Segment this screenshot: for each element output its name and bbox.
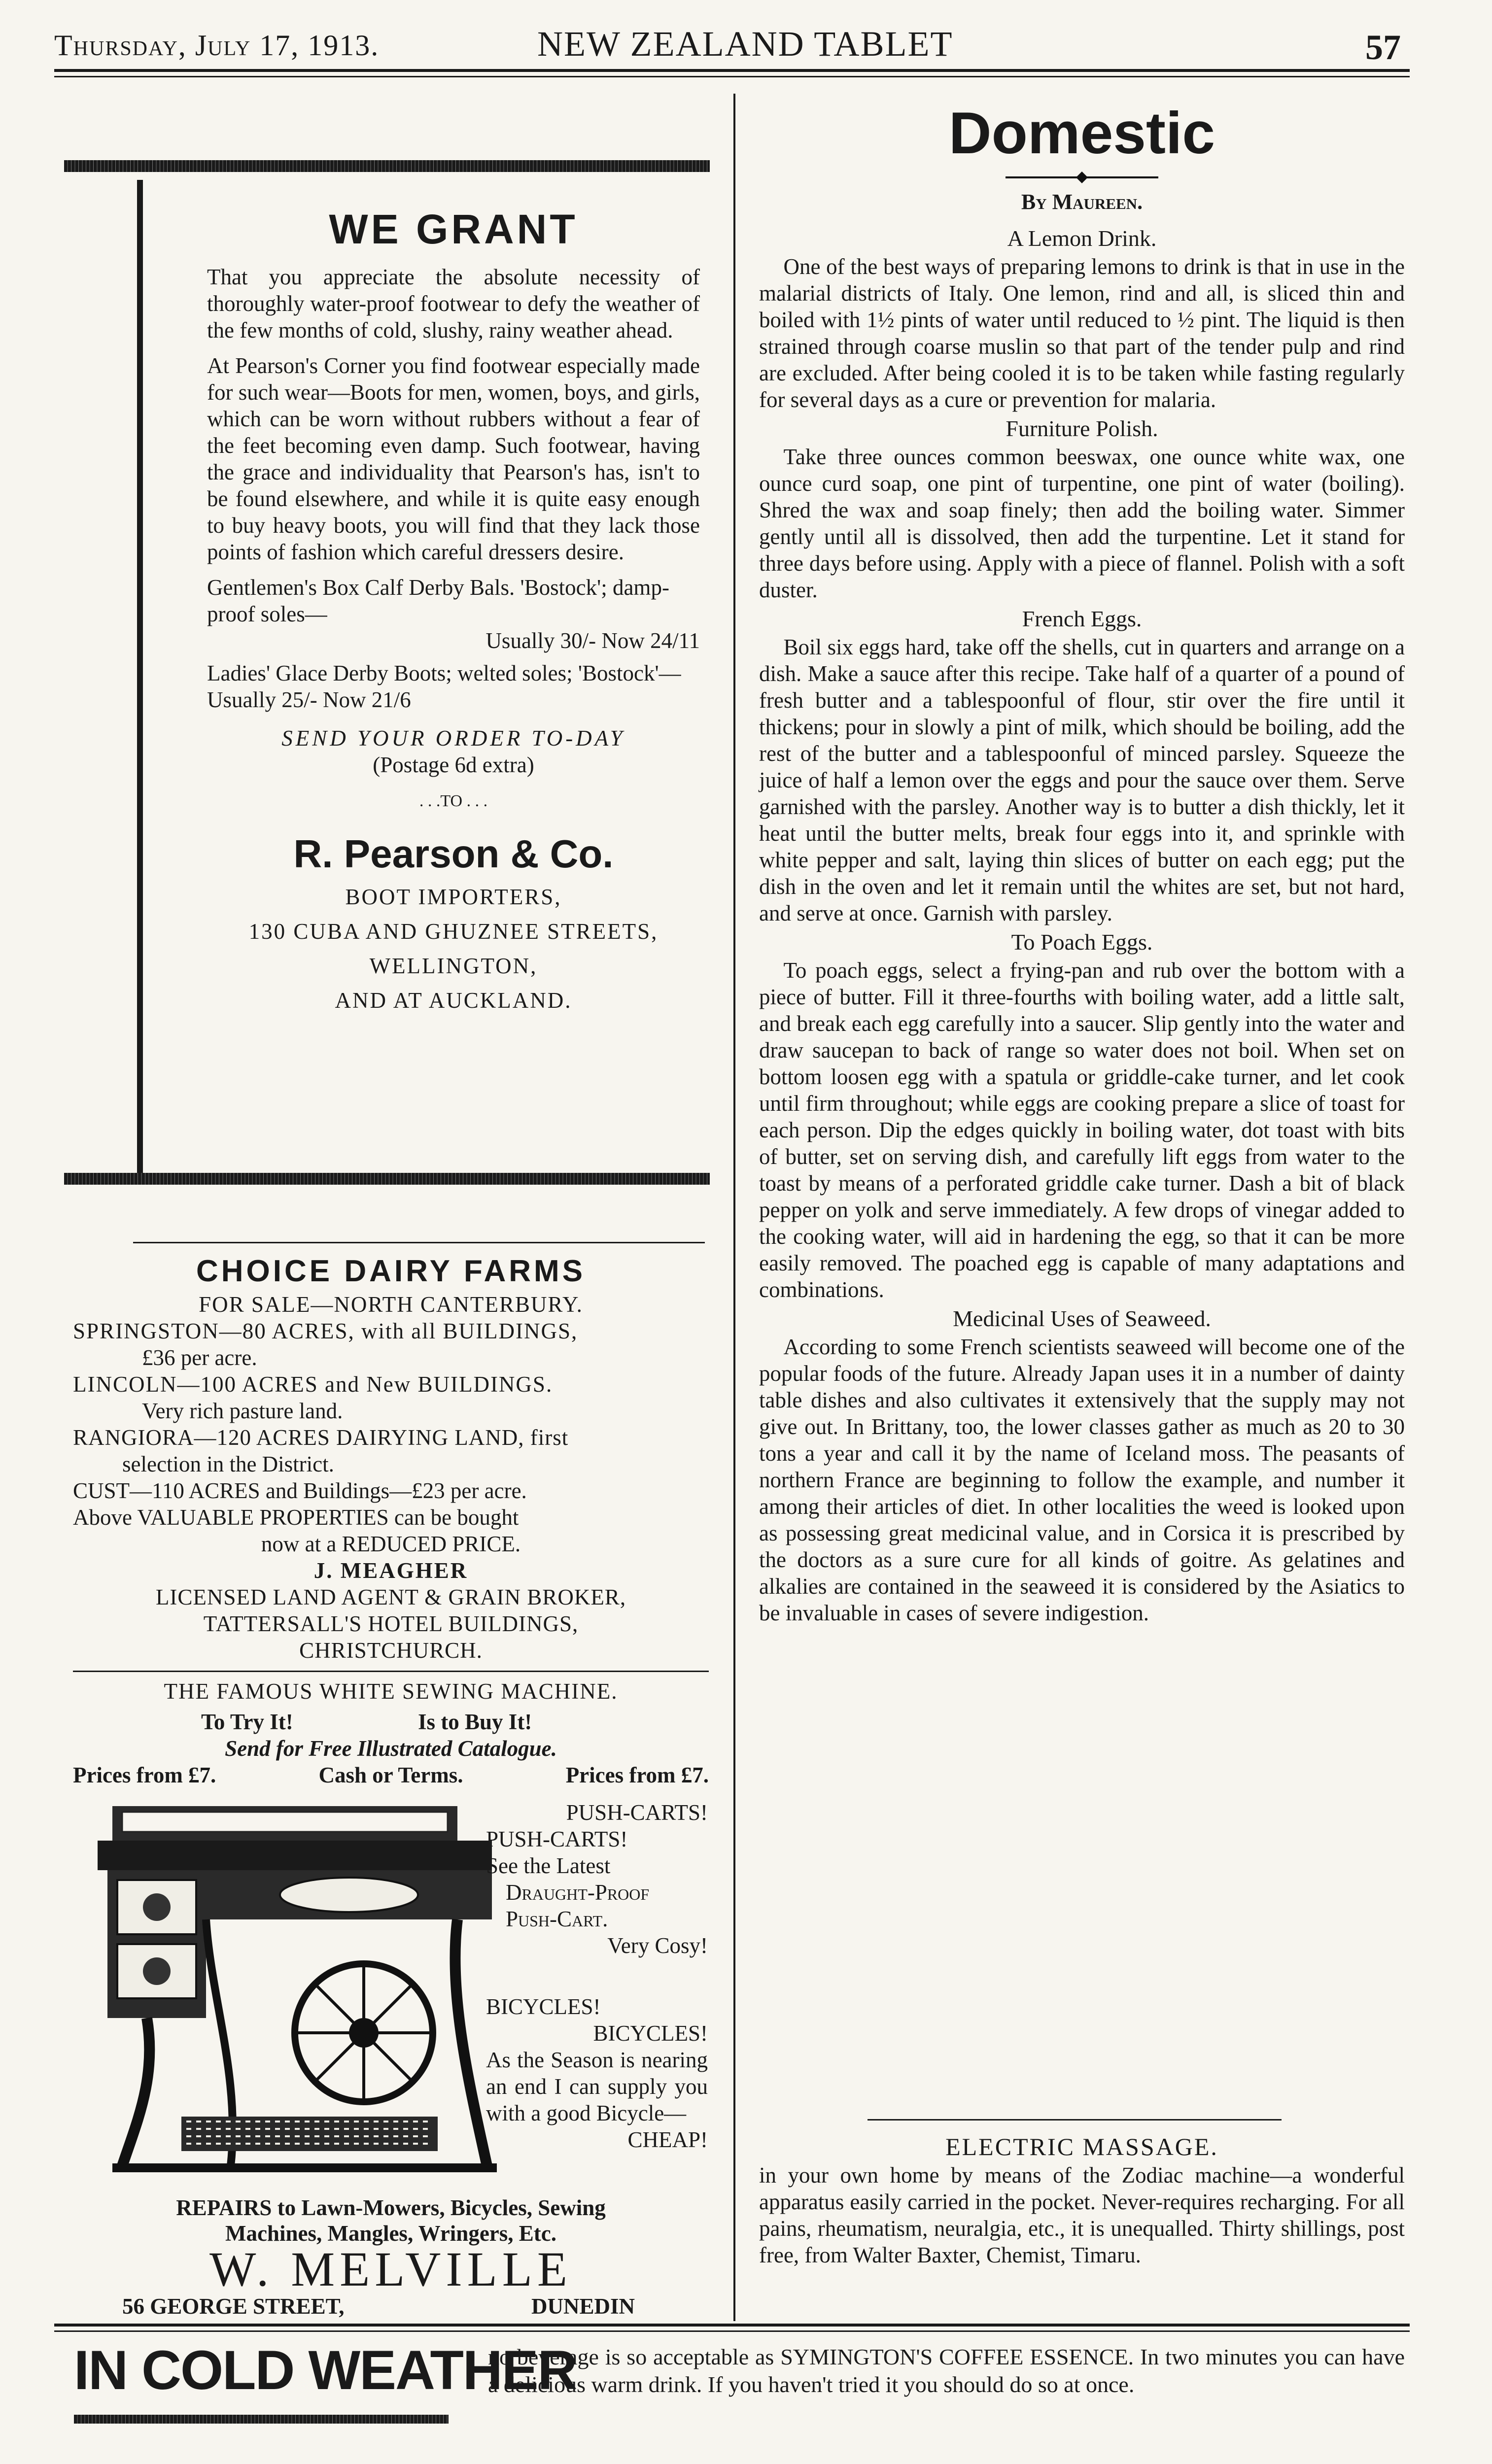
- dairy-title: CHOICE DAIRY FARMS: [196, 1254, 586, 1288]
- try-it: To Try It!: [201, 1710, 293, 1734]
- byline: By Maureen.: [1021, 190, 1143, 214]
- bicycles-heading: BICYCLES!: [593, 2021, 708, 2046]
- ad-title: WE GRANT: [329, 206, 578, 252]
- push-carts-heading: PUSH-CARTS!: [486, 1827, 628, 1851]
- bicycles-cheap: CHEAP!: [627, 2127, 708, 2152]
- recipe-text: Take three ounces common beeswax, one ounce white wax, one ounce curd soap, one pint of turpentine, one pint of water (boiling). Shred the wax and soap finely; then add the boiling water. Simmer gently until all is dissolved, then add the turpentine. Let it stand for three days before using. Apply with a piece of flannel. Polish with a soft duster.: [759, 445, 1405, 602]
- recipe-title: Furniture Polish.: [1006, 416, 1158, 441]
- sewing-machine-illustration: [83, 1801, 526, 2176]
- article-text: According to some French scientists seaweed will become one of the popular foods of the future. Already Japan uses it in a number of dainty table dishes and also cultivates it extensively that the supply may not give out. In Brittany, too, the lower classes gather as much as 20 to 30 tons a year and call it by the name of Iceland moss. The peasants of northern France are beginning to follow the example, and number it among their articles of diet. In other localities the weed is looked upon as possessing great medicinal value, and in Corsica it is prescribed by the doctors as a sure cure for all kinds of goitre. As gelatines and alkalies are contained in the seaweed it is considered by the Asiatics to be invaluable in cases of severe indigestion.: [759, 1335, 1405, 1625]
- merchant-name: W. MELVILLE: [209, 2242, 572, 2296]
- ladies-boots-line: Ladies' Glace Derby Boots; welted soles; 'Bostock'—Usually 25/- Now 21/6: [207, 661, 681, 712]
- ad-bottom-bar: [64, 1173, 710, 1185]
- push-carts-text: See the Latest: [486, 1853, 611, 1878]
- ad-paragraph: At Pearson's Corner you find footwear especially made for such wear—Boots for men, women, boys, and girls, which can be worn without rubbers without a fear of the feet becoming even damp. Such footwear, having the grace and individuality that Pearson's has, isn't to be found elsewhere, and while it is quite easy enough to buy heavy boots, you will find that they lack those points of fashion which careful dressers desire.: [207, 353, 700, 564]
- dairy-agent: J. MEAGHER: [313, 1558, 468, 1583]
- melville-ad: [73, 1678, 709, 2319]
- company-branch: AND AT AUCKLAND.: [335, 988, 572, 1013]
- dairy-listing-detail: Very rich pasture land.: [142, 1399, 343, 1423]
- recipe-text: One of the best ways of preparing lemons to drink is that in use in the malarial districts of Italy. One lemon, rind and all, is sliced thin and boiled with 1½ pints of water until reduced to ½ pint. The liquid is then strained through coarse muslin so that part of the tender pulp and rind are excluded. After being cooled it is to be taken while fasting regularly for several days as a cure or prevention for malaria.: [759, 254, 1405, 412]
- dairy-listing: RANGIORA—120 ACRES DAIRYING LAND, first: [73, 1425, 569, 1450]
- gents-boots-line: Gentlemen's Box Calf Derby Bals. 'Bostock'; damp-proof soles—: [207, 575, 669, 626]
- postage-note: (Postage 6d extra): [373, 753, 534, 777]
- section-rule: [73, 1671, 709, 1672]
- ad-left-bar: [137, 180, 143, 1175]
- column-title: Domestic: [948, 100, 1215, 166]
- headline-underline: [74, 2415, 449, 2424]
- dairy-note: Above VALUABLE PROPERTIES can be bought: [73, 1505, 519, 1530]
- dairy-listing-detail: £36 per acre.: [142, 1345, 257, 1370]
- coffee-headline: IN COLD WEATHER: [74, 2339, 577, 2401]
- section-rule: [133, 1242, 705, 1243]
- dairy-agent-city: CHRISTCHURCH.: [299, 1638, 483, 1663]
- column-divider: [733, 94, 735, 2321]
- dairy-agent-title: LICENSED LAND AGENT & GRAIN BROKER,: [155, 1585, 626, 1609]
- newspaper-title: NEW ZEALAND TABLET: [537, 24, 953, 64]
- recipe-title: French Eggs.: [1022, 606, 1142, 631]
- title-ornament: [759, 168, 1405, 187]
- dairy-listing-detail: selection in the District.: [122, 1452, 334, 1476]
- dairy-note-detail: now at a REDUCED PRICE.: [261, 1532, 521, 1556]
- recipe-title: To Poach Eggs.: [1011, 929, 1153, 955]
- article-title: Medicinal Uses of Seaweed.: [953, 1306, 1211, 1331]
- footer-rule-thin: [54, 2330, 1410, 2332]
- header-rule-thin: [54, 76, 1410, 77]
- push-carts-text: Very Cosy!: [607, 1933, 708, 1958]
- dairy-listing: LINCOLN—100 ACRES and New BUILDINGS.: [73, 1372, 553, 1397]
- sewing-machine-title: THE FAMOUS WHITE SEWING MACHINE.: [164, 1679, 618, 1704]
- company-trade: BOOT IMPORTERS,: [345, 885, 562, 909]
- merchant-street: 56 GEORGE STREET,: [122, 2294, 345, 2319]
- company-name: R. Pearson & Co.: [293, 832, 614, 876]
- recipe-title: A Lemon Drink.: [1007, 226, 1157, 251]
- to-line: . . .TO . . .: [419, 792, 488, 810]
- massage-text: in your own home by means of the Zodiac machine—a wonderful apparatus easily carried in the pocket. Never-requires recharging. For all pains, rheumatism, neuralgia, etc., it is unequalled. Thirty shillings, post free, from Walter Baxter, Chemist, Timaru.: [759, 2163, 1405, 2267]
- price-right: Prices from £7.: [565, 1763, 709, 1787]
- dairy-listing: SPRINGSTON—80 ACRES, with all BUILDINGS,: [73, 1319, 578, 1343]
- company-city: WELLINGTON,: [369, 954, 538, 978]
- dairy-for-sale: FOR SALE—NORTH CANTERBURY.: [199, 1292, 583, 1317]
- company-address: 130 CUBA AND GHUZNEE STREETS,: [248, 919, 659, 944]
- ad-paragraph: That you appreciate the absolute necessity of thoroughly water-proof footwear to defy the weather of the few months of cold, slushy, rainy weather ahead.: [207, 265, 700, 342]
- payment-terms: Cash or Terms.: [318, 1763, 463, 1787]
- push-carts-text: Push-Cart.: [506, 1907, 608, 1931]
- catalogue-offer: Send for Free Illustrated Catalogue.: [225, 1736, 557, 1761]
- electric-massage-ad: [759, 2131, 1405, 2268]
- pearson-ad: [64, 160, 710, 1185]
- dairy-listing: CUST—110 ACRES and Buildings—£23 per acre.: [73, 1478, 527, 1503]
- dairy-ad: [73, 1252, 709, 1664]
- repairs-line: REPAIRS to Lawn-Mowers, Bicycles, Sewing: [176, 2195, 606, 2220]
- issue-date: Thursday, July 17, 1913.: [54, 29, 380, 62]
- bicycles-text: As the Season is nearing an end I can supply you with a good Bicycle—: [486, 2048, 708, 2125]
- header-rule: [54, 69, 1410, 72]
- dairy-agent-address: TATTERSALL'S HOTEL BUILDINGS,: [203, 1611, 579, 1636]
- repairs-line: Machines, Mangles, Wringers, Etc.: [225, 2221, 557, 2246]
- buy-it: Is to Buy It!: [418, 1710, 532, 1734]
- push-carts-text: Draught-Proof: [506, 1880, 650, 1905]
- push-carts-heading: PUSH-CARTS!: [566, 1800, 708, 1825]
- price-left: Prices from £7.: [73, 1763, 216, 1787]
- coffee-text: no beverage is so acceptable as SYMINGTON'S COFFEE ESSENCE. In two minutes you can have a delicious warm drink. If you haven't tried it you should do so at once.: [488, 2344, 1405, 2397]
- recipe-text: To poach eggs, select a frying-pan and rub over the bottom with a piece of butter. Fill it three-fourths with boiling water, add a little salt, and break each egg carefully into a saucer. Slip gently into the water and draw saucepan to back of range so water does not boil. When set on bottom loosen egg with a spatula or griddle-cake turner, and let cook until firm throughout; while eggs are cooking prepare a slice of toast for each person. Dip the edges quickly in boiling water, dot toast with bits of butter, set on serving dish, and carefully lift eggs from water to the toast by means of a perforated griddle cake turner. Dash a bit of black pepper on yolk and serve immediately. A few drops of vinegar added to the cooking water, will aid in hardening the egg, so that it can be more easily removed. The poached egg is capable of many adaptations and combinations.: [759, 958, 1405, 1302]
- page-number: 57: [1365, 28, 1401, 67]
- massage-title: ELECTRIC MASSAGE.: [945, 2133, 1218, 2160]
- merchant-city: DUNEDIN: [531, 2294, 635, 2319]
- gents-boots-price: Usually 30/- Now 24/11: [486, 628, 700, 653]
- domestic-column: [759, 99, 1405, 1626]
- section-rule: [867, 2119, 1282, 2121]
- bicycles-heading: BICYCLES!: [486, 1994, 601, 2019]
- send-order: SEND YOUR ORDER TO-DAY: [281, 726, 625, 751]
- ad-top-bar: [64, 160, 710, 172]
- footer-rule: [54, 2324, 1410, 2327]
- recipe-text: Boil six eggs hard, take off the shells, cut in quarters and arrange on a dish. Make a sauce after this recipe. Take half of a quarter of a pound of fresh butter and a tablespoonful of flour, stir over the fire until it thickens; pour in slowly a pint of milk, which should be boiling, add the rest of the butter and a tablespoonful of minced parsley. Squeeze the juice of half a lemon over the eggs and pour the sauce over them. Serve garnished with the parsley. Another way is to butter a dish thickly, let it heat until the butter melts, break four eggs into it, and sprinkle with white pepper and salt, laying thin slices of butter on each egg; put the dish in the oven and let it remain until the whites are set, but not hard, and serve at once. Garnish with parsley.: [759, 635, 1405, 925]
